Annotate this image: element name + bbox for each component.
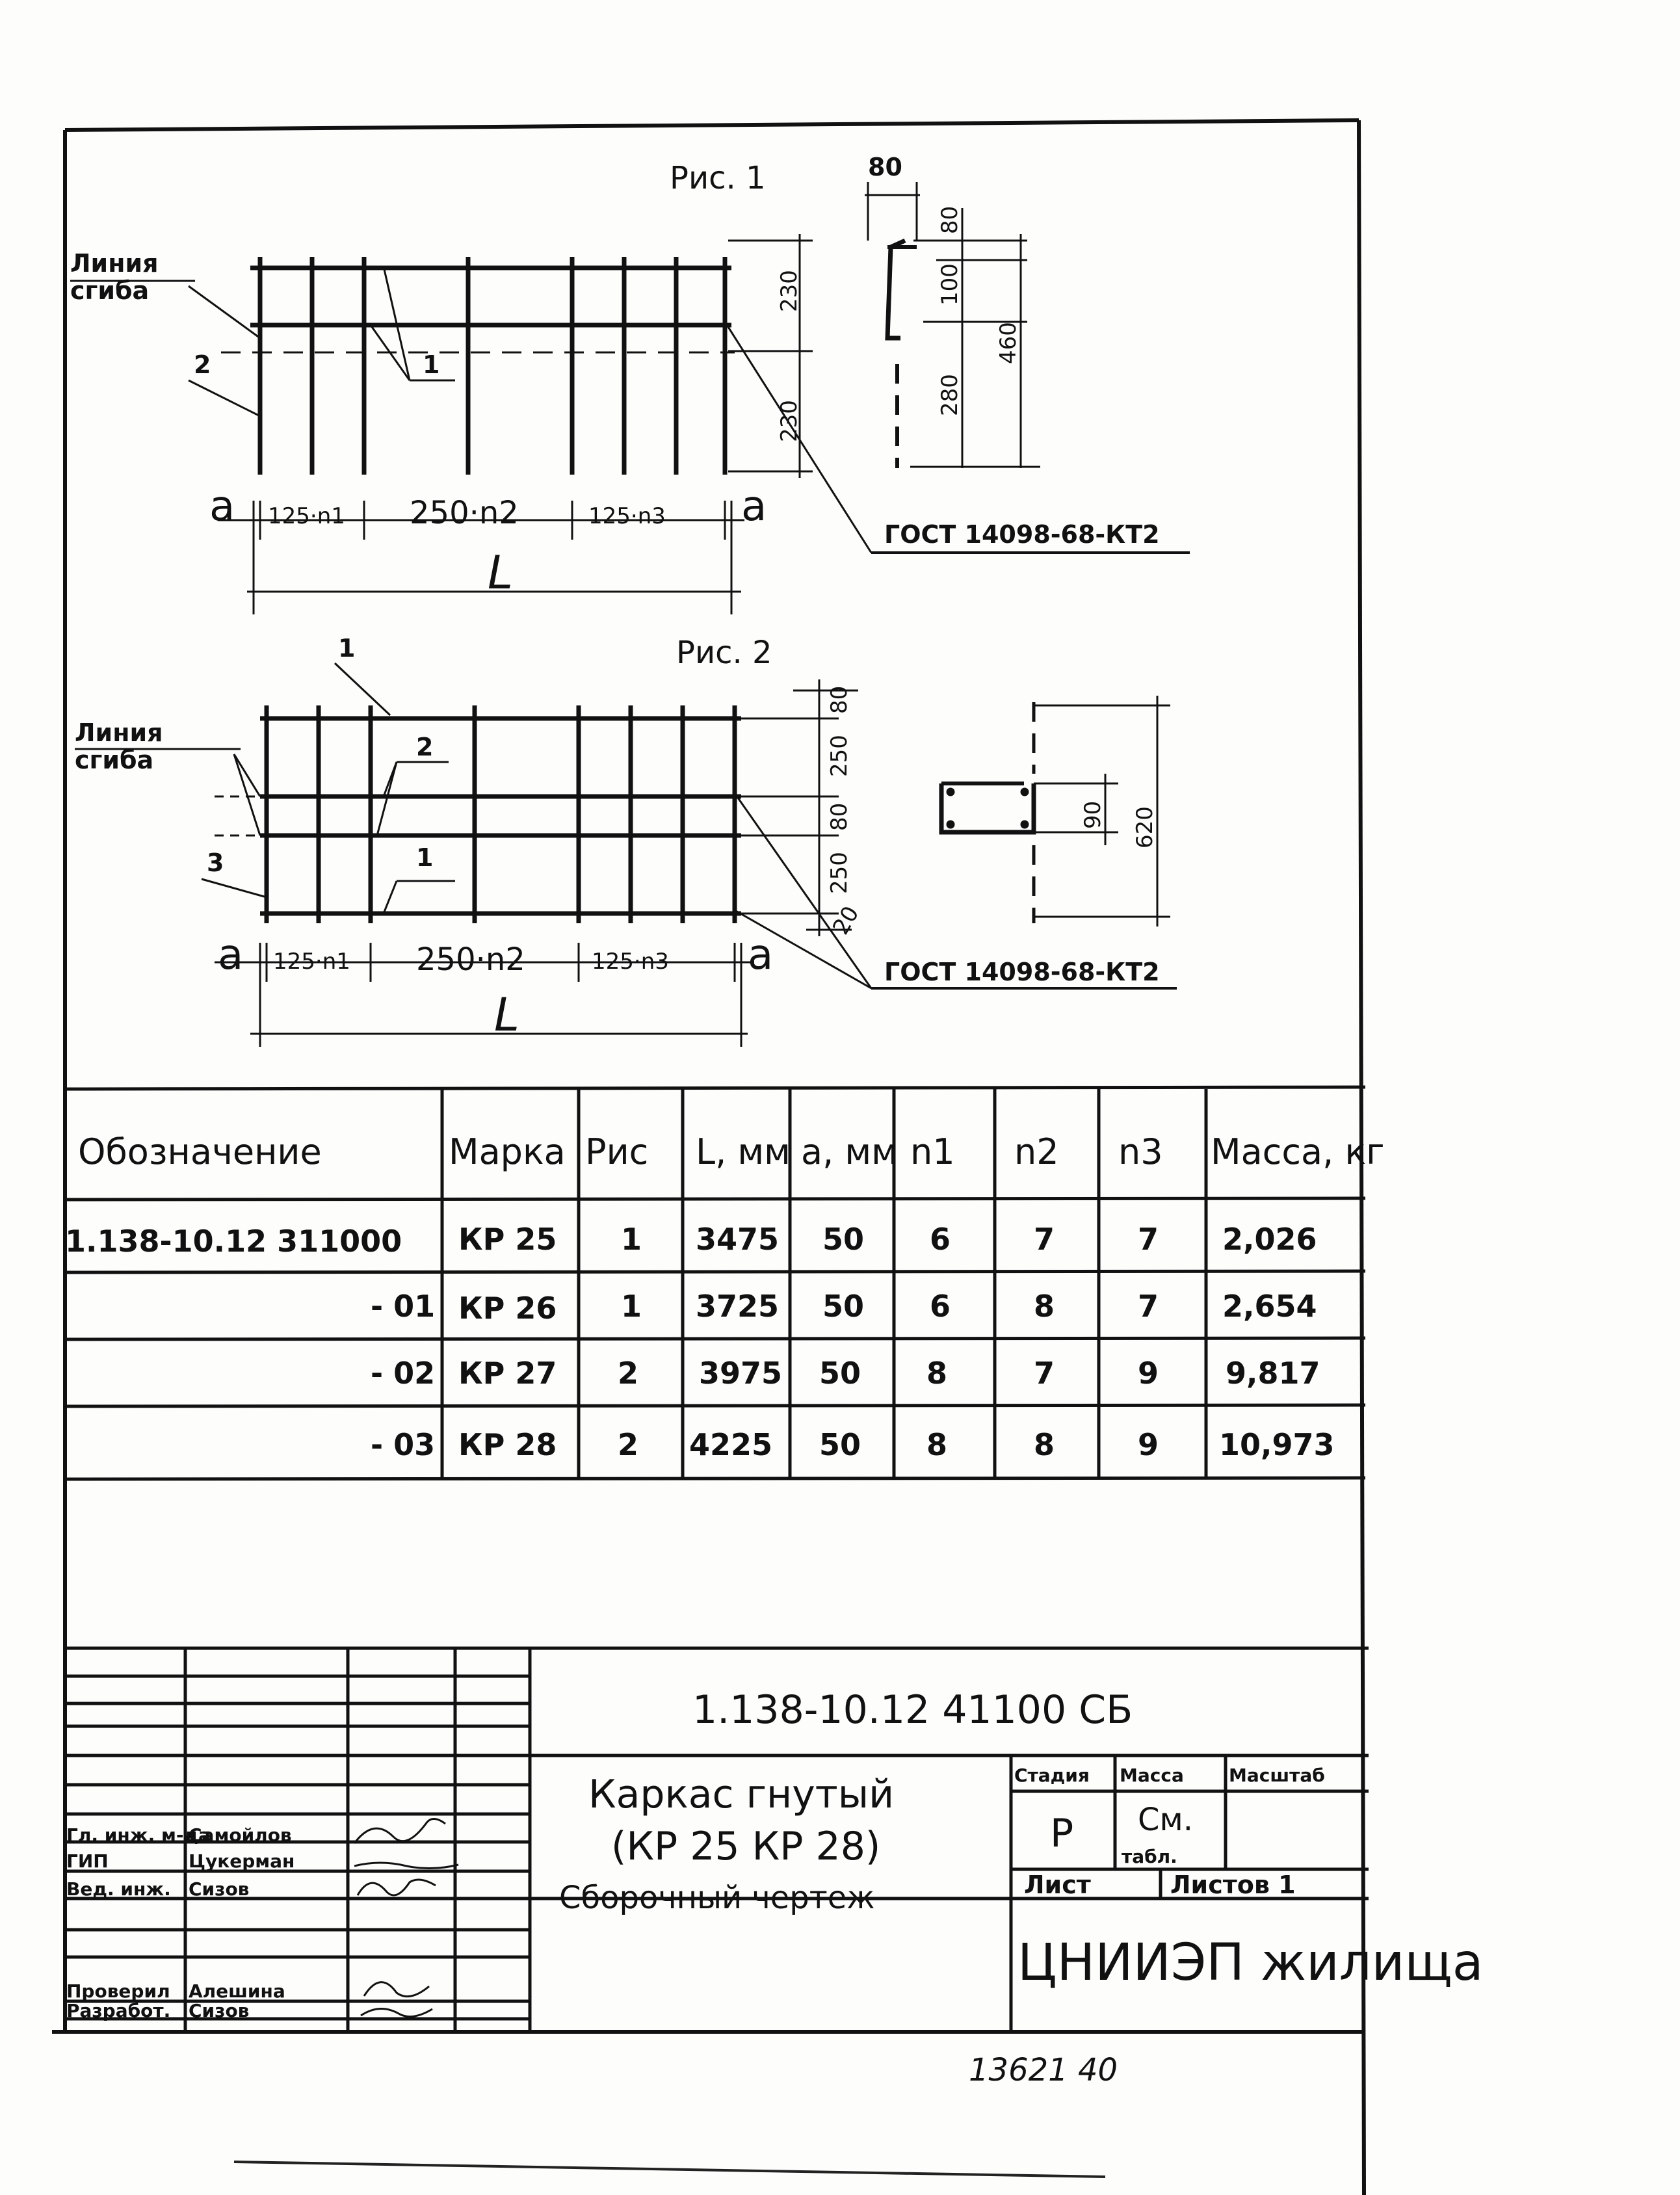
fig1-dim-125n3: 125·n3 bbox=[588, 503, 666, 529]
fig1-dim-L: L bbox=[488, 546, 513, 599]
fig2-sec-dim-620: 620 bbox=[1132, 806, 1158, 848]
fig2-dim-250-top: 250 bbox=[826, 735, 852, 777]
th-mark: Марка bbox=[449, 1131, 566, 1172]
cell-r1-L: 3475 bbox=[696, 1222, 780, 1257]
cell-r3-mark: КР 27 bbox=[458, 1356, 557, 1391]
fig2-dim-20: 20 bbox=[828, 902, 865, 940]
fig2-dim-a-right: a bbox=[748, 931, 774, 979]
fig2-caption: Рис. 2 bbox=[676, 635, 772, 671]
tb-name-5: Сизов bbox=[189, 2000, 250, 2021]
fig2-bend-line-label-1: Линия bbox=[75, 718, 163, 747]
tb-role-5: Разработ. bbox=[66, 2000, 171, 2021]
cell-r3-n3: 9 bbox=[1138, 1356, 1159, 1391]
tb-header-scale: Масштаб bbox=[1229, 1765, 1325, 1786]
fig2-gost: ГОСТ 14098-68-КТ2 bbox=[884, 958, 1160, 986]
tb-role-2: ГИП bbox=[66, 1850, 109, 1872]
cell-r2-L: 3725 bbox=[696, 1289, 780, 1324]
cell-r4-n1: 8 bbox=[926, 1427, 948, 1462]
fig1-dim-125n1: 125·n1 bbox=[268, 503, 345, 529]
cell-r2-n2: 8 bbox=[1034, 1289, 1055, 1324]
cell-r3-n2: 7 bbox=[1034, 1356, 1055, 1391]
tb-header-mass: Масса bbox=[1120, 1765, 1184, 1786]
fig2-bend-line-label-2: сгиба bbox=[75, 746, 154, 774]
cell-r1-n2: 7 bbox=[1034, 1222, 1055, 1257]
fig1-bend-line-label-1: Линия bbox=[70, 249, 159, 278]
cell-r3-L: 3975 bbox=[699, 1356, 783, 1391]
cell-r3-mass: 9,817 bbox=[1226, 1356, 1320, 1391]
figure-2 bbox=[75, 634, 1177, 1047]
cell-r2-mark: КР 26 bbox=[458, 1291, 557, 1326]
fig2-dim-250n2: 250·n2 bbox=[416, 941, 525, 978]
fig2-dim-125n3: 125·n3 bbox=[592, 949, 669, 975]
cell-r3-designation: - 02 bbox=[371, 1356, 436, 1391]
cell-r1-mass: 2,026 bbox=[1222, 1222, 1317, 1257]
cell-r2-a: 50 bbox=[822, 1289, 865, 1324]
cell-r3-fig: 2 bbox=[618, 1356, 639, 1391]
cell-r2-n3: 7 bbox=[1138, 1289, 1159, 1324]
fig1-sec-dim-80-top: 80 bbox=[868, 153, 902, 181]
cell-r1-a: 50 bbox=[822, 1222, 865, 1257]
fig1-callout-2: 2 bbox=[194, 350, 211, 379]
th-n2: n2 bbox=[1014, 1131, 1059, 1172]
tb-sheets-label: Листов 1 bbox=[1170, 1871, 1296, 1899]
fig2-dim-L: L bbox=[494, 988, 519, 1042]
fig1-caption: Рис. 1 bbox=[670, 160, 766, 196]
tb-mass-value-1: См. bbox=[1138, 1802, 1193, 1838]
th-n1: n1 bbox=[910, 1131, 955, 1172]
drawing-name-1: Каркас гнутый bbox=[588, 1772, 895, 1817]
th-a: a, мм bbox=[801, 1131, 898, 1172]
th-mass: Масса, кг bbox=[1211, 1131, 1385, 1172]
th-L: L, мм bbox=[696, 1131, 791, 1172]
tb-name-1: Самойлов bbox=[189, 1824, 292, 1846]
drawing-name-3: Сборочный чертеж bbox=[559, 1880, 875, 1916]
fig1-sec-dim-280: 280 bbox=[937, 374, 963, 416]
fig1-sec-dim-460: 460 bbox=[995, 322, 1021, 364]
cell-r2-n1: 6 bbox=[930, 1289, 951, 1324]
fig2-mesh bbox=[260, 705, 741, 923]
fig2-dim-a-left: a bbox=[218, 931, 244, 979]
th-n3: n3 bbox=[1118, 1131, 1163, 1172]
cell-r4-mass: 10,973 bbox=[1219, 1427, 1335, 1462]
tb-organization: ЦНИИЭП жилища bbox=[1017, 1934, 1484, 1992]
cell-r4-n2: 8 bbox=[1034, 1427, 1055, 1462]
footer-handwritten-number: 13621 40 bbox=[969, 2052, 1118, 2088]
fig2-dim-125n1: 125·n1 bbox=[273, 949, 350, 975]
fig2-callout-3: 3 bbox=[207, 848, 224, 877]
signatures bbox=[354, 1819, 458, 2017]
fig2-callout-1-top: 1 bbox=[338, 634, 356, 663]
fig1-dim-230-bottom: 230 bbox=[776, 400, 802, 442]
cell-r4-L: 4225 bbox=[689, 1427, 773, 1462]
fig1-dim-a-right: a bbox=[741, 482, 767, 531]
fig1-mesh bbox=[250, 257, 731, 475]
tb-sheet-label: Лист bbox=[1024, 1871, 1091, 1899]
cell-r4-a: 50 bbox=[819, 1427, 861, 1462]
fig1-dim-250n2: 250·n2 bbox=[410, 495, 519, 531]
tb-mass-value-2: табл. bbox=[1122, 1846, 1177, 1867]
tb-name-3: Сизов bbox=[189, 1878, 250, 1900]
cell-r4-n3: 9 bbox=[1138, 1427, 1159, 1462]
fig1-sec-dim-100: 100 bbox=[937, 263, 963, 306]
cell-r4-designation: - 03 bbox=[371, 1427, 436, 1462]
tb-role-1: Гл. инж. м-да bbox=[66, 1824, 211, 1846]
th-fig: Рис bbox=[585, 1131, 649, 1172]
fig2-callout-2: 2 bbox=[416, 733, 434, 761]
cell-r4-mark: КР 28 bbox=[458, 1427, 557, 1462]
fig1-gost: ГОСТ 14098-68-КТ2 bbox=[884, 520, 1160, 549]
fig1-sec-dim-80-v: 80 bbox=[937, 205, 963, 234]
drawing-code: 1.138-10.12 41100 СБ bbox=[692, 1687, 1133, 1733]
fig1-dim-a-left: a bbox=[209, 482, 235, 531]
tb-header-stage: Стадия bbox=[1014, 1765, 1090, 1786]
specification-table bbox=[65, 1087, 1384, 1479]
cell-r1-designation: 1.138-10.12 311000 bbox=[65, 1224, 402, 1259]
fig1-bend-line-label-2: сгиба bbox=[70, 276, 150, 305]
cell-r1-fig: 1 bbox=[621, 1222, 642, 1257]
tb-name-2: Цукерман bbox=[189, 1850, 295, 1872]
cell-r3-a: 50 bbox=[819, 1356, 861, 1391]
cell-r2-designation: - 01 bbox=[371, 1289, 436, 1324]
fig1-dim-230-top: 230 bbox=[776, 270, 802, 312]
fig2-dim-80-top: 80 bbox=[826, 685, 852, 714]
fig1-callout-1: 1 bbox=[423, 350, 440, 379]
figure-1 bbox=[70, 153, 1190, 614]
th-designation: Обозначение bbox=[78, 1131, 322, 1172]
fig2-sec-dim-90: 90 bbox=[1080, 800, 1106, 829]
cell-r2-mass: 2,654 bbox=[1222, 1289, 1317, 1324]
tb-name-4: Алешина bbox=[189, 1980, 285, 2002]
cell-r1-mark: КР 25 bbox=[458, 1222, 557, 1257]
tb-role-4: Проверил bbox=[66, 1980, 170, 2002]
tb-stage-value: Р bbox=[1050, 1811, 1074, 1856]
fig2-dim-80-mid: 80 bbox=[826, 802, 852, 831]
title-block bbox=[65, 1648, 1484, 2032]
cell-r2-fig: 1 bbox=[621, 1289, 642, 1324]
cell-r3-n1: 8 bbox=[926, 1356, 948, 1391]
cell-r1-n1: 6 bbox=[930, 1222, 951, 1257]
tb-role-3: Вед. инж. bbox=[66, 1878, 171, 1900]
drawing-name-2: (КР 25 КР 28) bbox=[611, 1824, 881, 1869]
fig2-callout-1-bottom: 1 bbox=[416, 843, 434, 872]
cell-r1-n3: 7 bbox=[1138, 1222, 1159, 1257]
fig2-dim-250-bottom: 250 bbox=[826, 852, 852, 894]
cell-r4-fig: 2 bbox=[618, 1427, 639, 1462]
